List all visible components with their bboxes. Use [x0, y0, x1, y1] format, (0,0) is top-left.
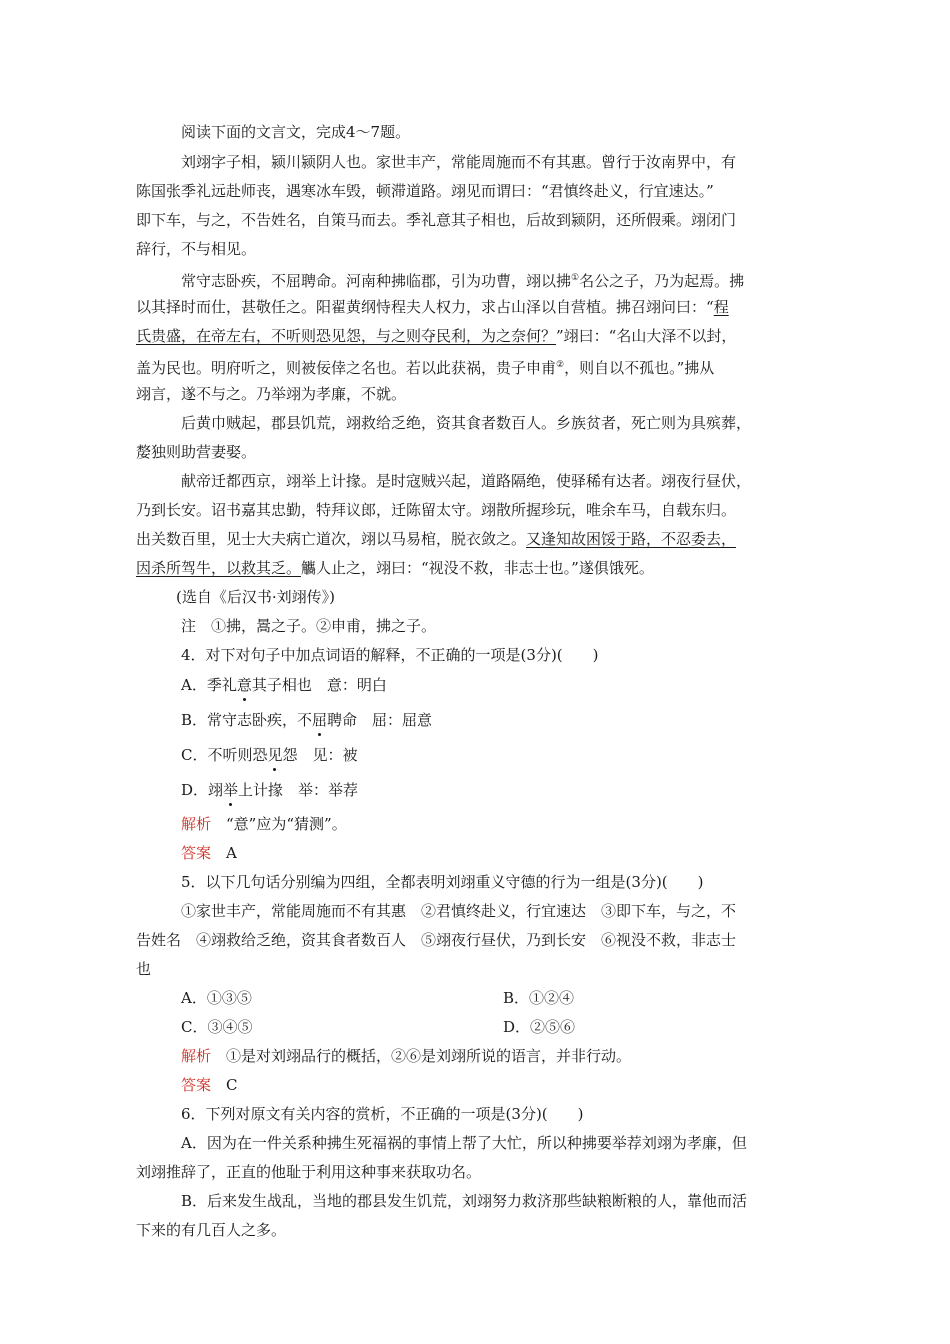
underlined-sentence-2-cont: 因杀所驾牛，以救其乏。 [136, 559, 302, 577]
q4-option-c: C．不听则恐见怨 见：被 [181, 746, 358, 764]
underlined-sentence-2: 又逢知故困馁于路，不忍委去， [526, 530, 737, 548]
passage-p1-line3: 即下车，与之，不告姓名，自策马而去。季礼意其子相也，后故到颍阴，还所假乘。翊闭门 [136, 211, 737, 229]
q5-option-b: B．①②④ [503, 989, 575, 1007]
passage-p3-line1: 后黄巾贼起，郡县饥荒，翊救给乏绝，资其食者数百人。乡族贫者，死亡则为具殡葬， [181, 414, 752, 432]
source-citation: (选自《后汉书·刘翊传》) [176, 588, 335, 606]
footnote-marker-2: ② [556, 360, 565, 370]
q6-option-b-line2: 下来的有几百人之多。 [136, 1221, 287, 1239]
underlined-sentence-1-cont: 氏贵盛，在帝左右，不听则恐见怨，与之则夺民利，为之奈何？ [136, 327, 557, 345]
footnotes: 注 ①拂，暠之子。②申甫，拂之子。 [181, 617, 437, 635]
q5-answer: 答案 C [181, 1076, 238, 1094]
q5-analysis: 解析 ①是对刘翊品行的概括，②⑥是刘翊所说的语言，并非行动。 [181, 1047, 632, 1065]
q5-items-line1: ①家世丰产，常能周施而不有其惠 ②君慎终赴义，行宜速达 ③即下车，与之，不 [181, 902, 737, 920]
passage-p1-line4: 辞行，不与相见。 [136, 240, 257, 258]
q4-option-a: A．季礼意其子相也 意：明白 [181, 676, 387, 694]
q4-answer: 答案 A [181, 844, 237, 862]
passage-p4-line4: 因杀所驾牛，以救其乏。觿人止之，翊曰：“视没不救，非志士也。”遂俱饿死。 [136, 559, 654, 577]
dotted-word: 屈 [312, 711, 328, 729]
passage-p2-line1: 常守志卧疾，不屈聘命。河南种拂临郡，引为功曹，翊以拂①名公之子，乃为起焉。拂 [181, 272, 745, 290]
passage-p1-line2: 陈国张季礼远赴师丧，遇寒冰车毁，顿滞道路。翊见而谓曰：“君慎终赴义，行宜速达。” [136, 182, 714, 200]
passage-p2-line3: 氏贵盛，在帝左右，不听则恐见怨，与之则夺民利，为之奈何？”翊曰：“名山大泽不以封， [136, 327, 737, 345]
analysis-label: 解析 [181, 1047, 212, 1065]
q5-stem: 5．以下几句话分别编为四组，全都表明刘翊重义守德的行为一组是(3分)( ) [181, 873, 704, 891]
q5-option-c: C．③④⑤ [181, 1018, 253, 1036]
q6-option-a-line2: 刘翊推辞了，正直的他耻于利用这种事来获取功名。 [136, 1163, 482, 1181]
passage-p3-line2: 嫠独则助营妻娶。 [136, 443, 257, 461]
passage-p4-line2: 乃到长安。诏书嘉其忠勤，特拜议郎，迁陈留太守。翊散所握珍玩，唯余车马，自载东归。 [136, 501, 737, 519]
intro-text: 阅读下面的文言文，完成4～7题。 [181, 123, 411, 141]
passage-p4-line1: 献帝迁都西京，翊举上计掾。是时寇贼兴起，道路隔绝，使驿稀有达者。翊夜行昼伏， [181, 472, 752, 490]
underlined-sentence-1: 程 [713, 298, 729, 316]
passage-p1-line1: 刘翊字子相，颍川颍阴人也。家世丰产，常能周施而不有其惠。曾行于汝南界中，有 [181, 153, 737, 171]
dotted-word: 举 [223, 781, 239, 799]
answer-label: 答案 [181, 844, 212, 862]
q6-option-b-line1: B．后来发生战乱，当地的郡县发生饥荒，刘翊努力救济那些缺粮断粮的人，靠他而活 [181, 1192, 748, 1210]
q4-option-d: D．翊举上计掾 举：举荐 [181, 781, 359, 799]
q5-option-d: D．②⑤⑥ [503, 1018, 576, 1036]
q5-items-line2: 告姓名 ④翊救给乏绝，资其食者数百人 ⑤翊夜行昼伏，乃到长安 ⑥视没不救，非志士 [136, 931, 737, 949]
q4-option-b: B．常守志卧疾，不屈聘命 屈：屈意 [181, 711, 433, 729]
analysis-label: 解析 [181, 815, 212, 833]
dotted-word: 意 [236, 676, 252, 694]
q5-items-line3: 也 [136, 960, 152, 978]
passage-p2-line4: 盖为民也。明府听之，则被佞倖之名也。若以此获祸，贵子申甫②，则自以不孤也。”拂从 [136, 359, 715, 377]
passage-p2-line2: 以其择时而仕，甚敬任之。阳翟黄纲恃程夫人权力，求占山泽以自营植。拂召翊问曰：“程 [136, 298, 729, 316]
q5-option-a: A．①③⑤ [181, 989, 252, 1007]
dotted-word: 见 [267, 746, 283, 764]
q6-stem: 6．下列对原文有关内容的赏析，不正确的一项是(3分)( ) [181, 1105, 584, 1123]
answer-label: 答案 [181, 1076, 212, 1094]
passage-p4-line3: 出关数百里，见士大夫病亡道次，翊以马易棺，脱衣敛之。又逢知故困馁于路，不忍委去， [136, 530, 737, 548]
q6-option-a-line1: A．因为在一件关系种拂生死福祸的事情上帮了大忙，所以种拂要举荐刘翊为孝廉，但 [181, 1134, 747, 1152]
q4-analysis: 解析 “意”应为“猜测”。 [181, 815, 347, 833]
q4-stem: 4．对下对句子中加点词语的解释，不正确的一项是(3分)( ) [181, 646, 599, 664]
passage-p2-line5: 翊言，遂不与之。乃举翊为孝廉，不就。 [136, 385, 407, 403]
footnote-marker-1: ① [571, 273, 580, 283]
